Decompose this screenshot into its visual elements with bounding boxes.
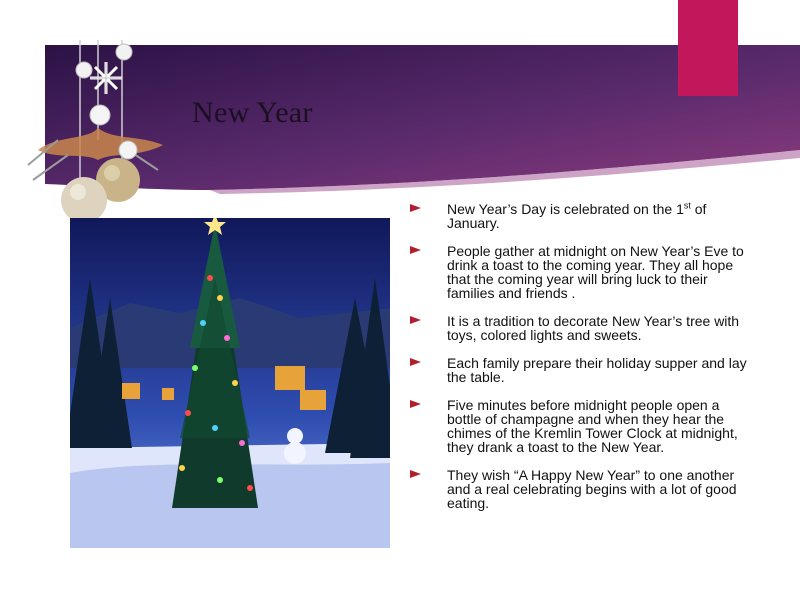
bullet-text: Each family prepare their holiday supper and lay the table. xyxy=(447,355,747,385)
bullet-text: People gather at midnight on New Year’s Eve to drink a toast to the coming year. They all hope that the coming year will bring luck to their families and friends . xyxy=(447,243,744,301)
bullet-text: New Year’s Day is celebrated on the 1 xyxy=(447,201,684,217)
bullet-item xyxy=(410,356,755,384)
bullet-item xyxy=(410,398,755,454)
bullet-item xyxy=(410,468,755,510)
bullet-superscript: st xyxy=(683,200,691,211)
bullet-arrow-icon xyxy=(410,246,421,254)
bullet-text: It is a tradition to decorate New Year’s tree with toys, colored lights and sweets. xyxy=(447,313,740,343)
bullet-arrow-icon xyxy=(410,358,421,366)
accent-tab xyxy=(678,0,738,96)
bullet-item xyxy=(410,314,755,342)
bullet-item xyxy=(410,202,755,230)
bullet-arrow-icon xyxy=(410,470,421,478)
bullet-text: of January. xyxy=(447,201,707,231)
bullet-arrow-icon xyxy=(410,400,421,408)
bullet-arrow-icon xyxy=(410,204,421,212)
bullet-arrow-icon xyxy=(410,316,421,324)
bullet-list xyxy=(410,202,755,524)
christmas-tree-night-village-image xyxy=(70,218,390,548)
christmas-ornaments-image xyxy=(18,40,178,225)
bullet-item xyxy=(410,244,755,300)
bullet-text: Five minutes before midnight people open a bottle of champagne and when they hear the chimes of the Kremlin Tower Clock at midnight, they drank a toast to the New Year. xyxy=(447,397,738,455)
bullet-text: They wish “A Happy New Year” to one another and a real celebrating begins with a lot of good eating. xyxy=(447,467,737,511)
slide-title: New Year xyxy=(192,96,313,129)
